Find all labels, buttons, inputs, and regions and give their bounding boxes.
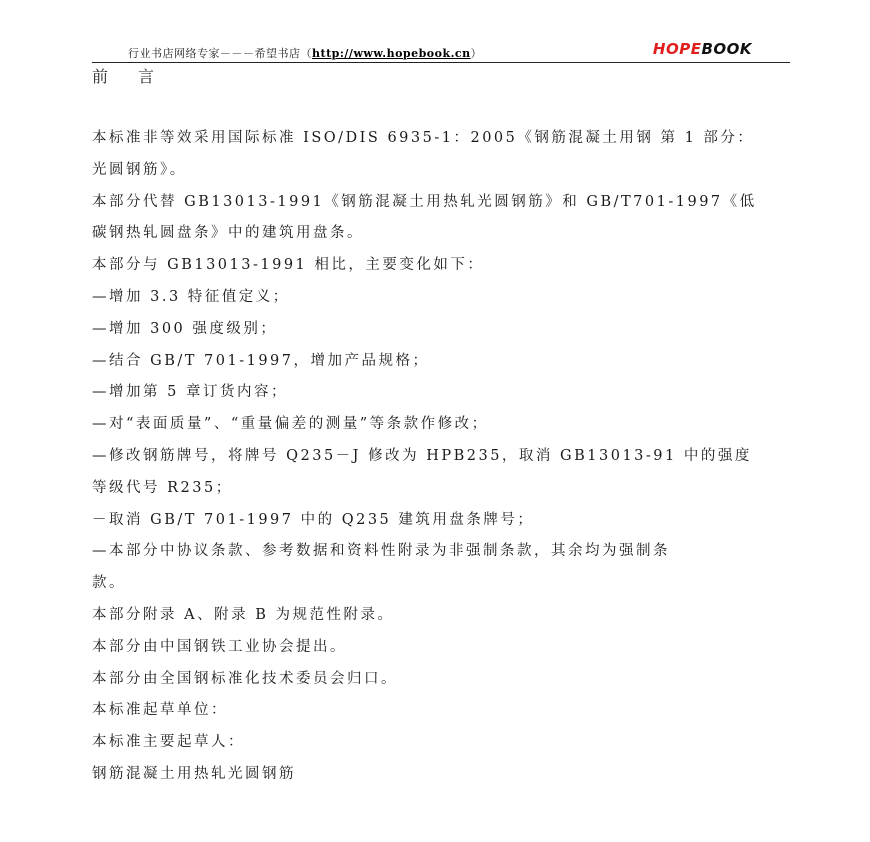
body-line: —对“表面质量”、“重量偏差的测量”等条款作修改； bbox=[92, 416, 489, 433]
body-line: —增加 3.3 特征值定义； bbox=[92, 288, 290, 305]
body-line: 本部分由中国钢铁工业协会提出。 bbox=[92, 638, 347, 655]
body-line: 本部分附录 A、附录 B 为规范性附录。 bbox=[92, 606, 395, 623]
body-line: 本部分与 GB13013-1991 相比，主要变化如下： bbox=[92, 257, 485, 274]
body-line: －取消 GB/T 701-1997 中的 Q235 建筑用盘条牌号； bbox=[92, 511, 535, 528]
body-line: 本部分代替 GB13013-1991《钢筋混凝土用热轧光圆钢筋》和 GB/T701-1997《低 bbox=[92, 193, 757, 210]
header-text bbox=[128, 45, 482, 61]
body-line: 钢筋混凝土用热轧光圆钢筋 bbox=[92, 765, 296, 782]
header-suffix: ） bbox=[470, 47, 483, 60]
logo-book: BOOK bbox=[701, 40, 752, 58]
body-line: 本部分由全国钢标准化技术委员会归口。 bbox=[92, 670, 398, 687]
body-line: —修改钢筋牌号，将牌号 Q235－J 修改为 HPB235，取消 GB13013-91 中的强度 bbox=[92, 447, 752, 464]
body-line: 本标准起草单位： bbox=[92, 702, 228, 719]
body-line: 碳钢热轧圆盘条》中的建筑用盘条。 bbox=[92, 225, 364, 242]
hopebook-logo bbox=[653, 40, 752, 58]
body-line: 本标准非等效采用国际标准 ISO/DIS 6935-1：2005《钢筋混凝土用钢 第 1 部分： bbox=[92, 130, 755, 146]
logo-hope: HOPE bbox=[652, 40, 702, 58]
header-prefix: 行业书店网络专家－－－希望书店（ bbox=[128, 47, 312, 60]
body-line: —增加 300 强度级别； bbox=[92, 320, 278, 337]
header-link[interactable]: http://www.hopebook.cn bbox=[312, 47, 471, 60]
body-line: 本标准主要起草人： bbox=[92, 734, 245, 751]
body-line: 光圆钢筋》。 bbox=[92, 161, 187, 178]
body-line: —结合 GB/T 701-1997，增加产品规格； bbox=[92, 352, 430, 369]
page-header bbox=[92, 40, 790, 63]
body-line: —增加第 5 章订货内容； bbox=[92, 384, 288, 401]
body-line: 等级代号 R235； bbox=[92, 479, 233, 496]
document-body bbox=[92, 123, 792, 791]
body-line: —本部分中协议条款、参考数据和资料性附录为非强制条款，其余均为强制条 bbox=[92, 543, 670, 560]
body-line: 款。 bbox=[92, 575, 126, 592]
section-title: 前言 bbox=[92, 67, 185, 86]
